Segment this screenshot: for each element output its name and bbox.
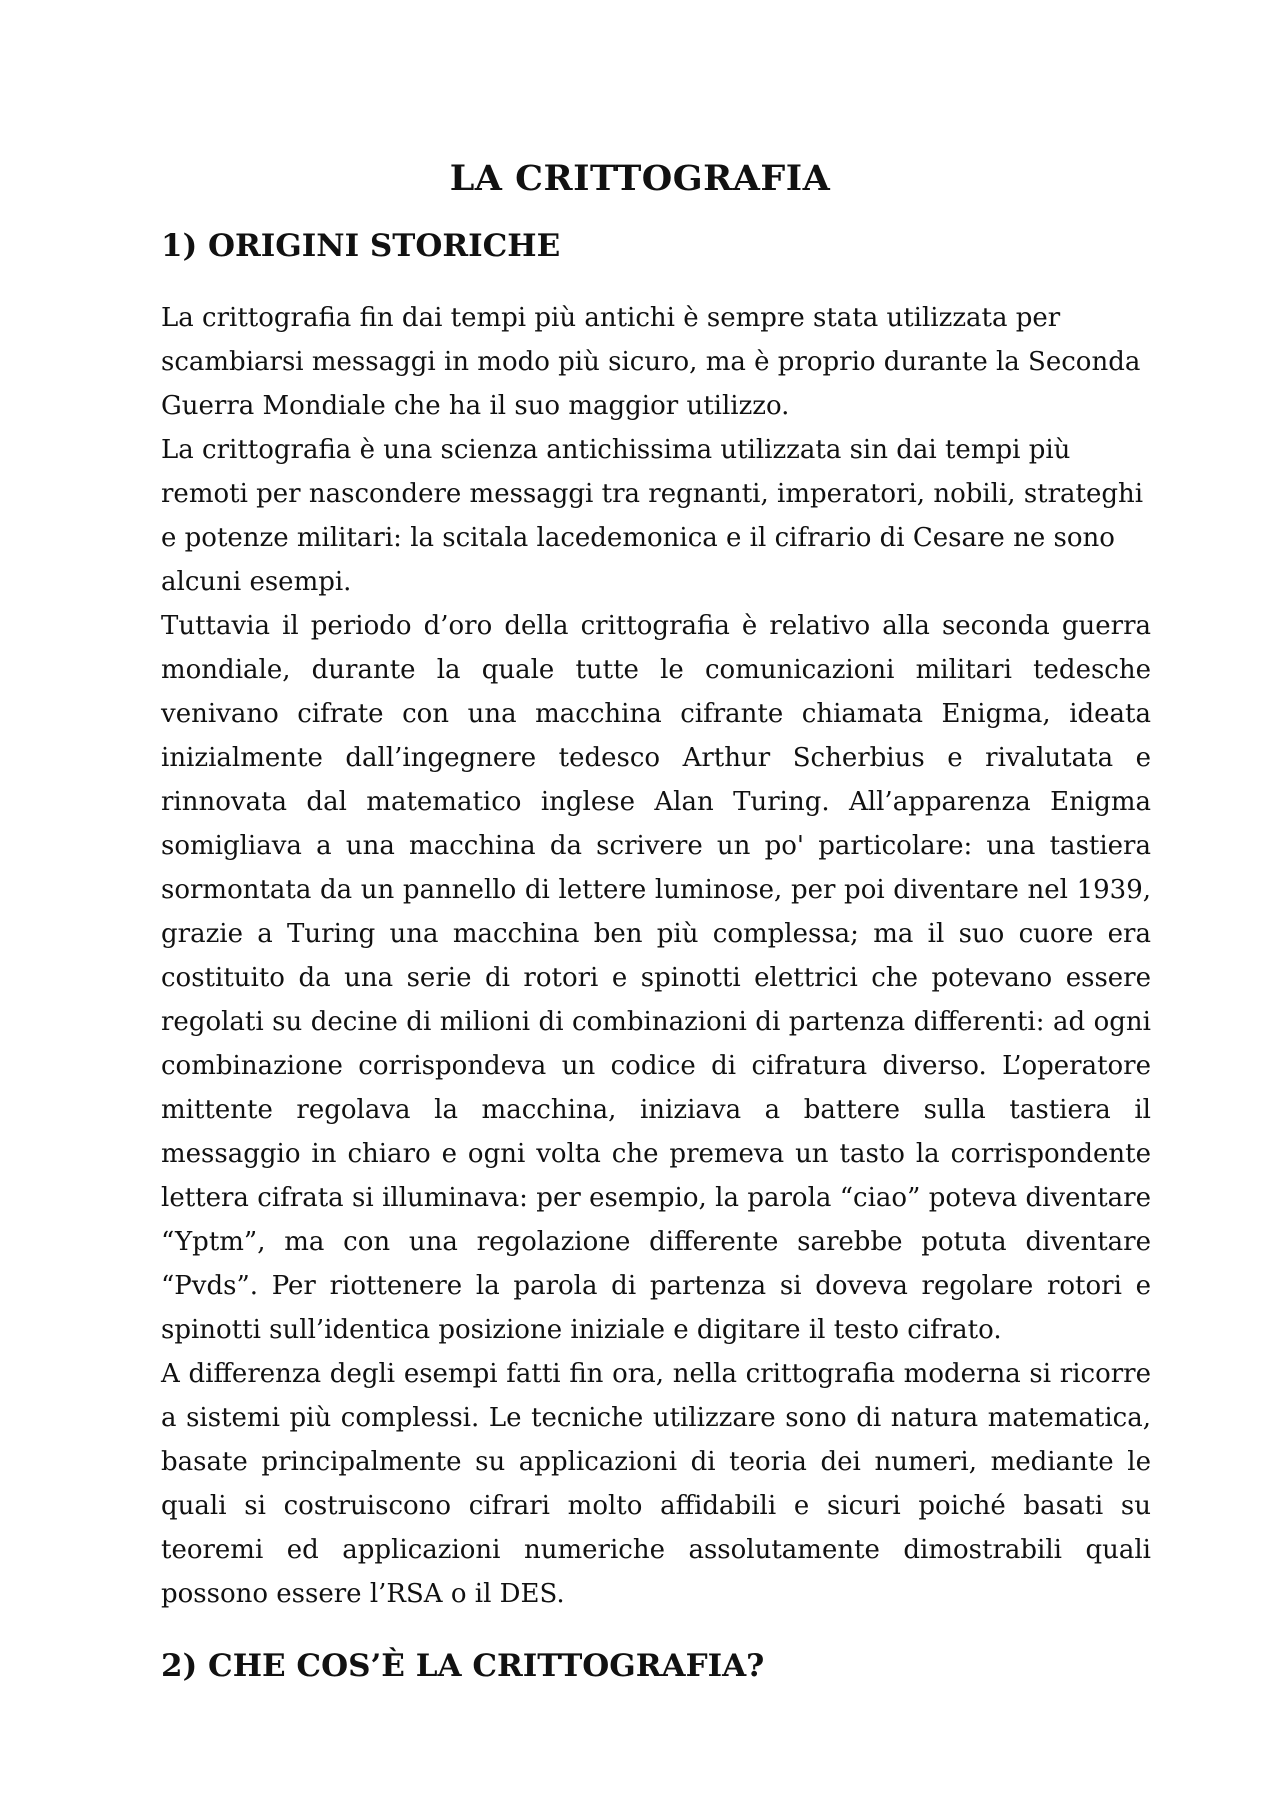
section-body-origini bbox=[161, 296, 1151, 1616]
paragraph-crittografia-moderna: A differenza degli esempi fatti fin ora, nella crittografia moderna si ricorre a sistemi più complessi. Le tecniche utilizzare sono di natura matematica, basate principalmente su applicazioni di teoria dei numeri, mediante le quali si costruiscono cifrari molto affidabili e sicuri poiché basati su teoremi ed applicazioni numeriche assolutamente dimostrabili quali possono essere l’RSA o il DES. bbox=[161, 1359, 1151, 1609]
paragraph-scienza-antica: La crittografia è una scienza antichissima utilizzata sin dai tempi più remoti per nascondere messaggi tra regnanti, imperatori, nobili, strateghi e potenze militari: la scitala lacedemonica e il cifrario di Cesare ne sono alcuni esempi. bbox=[161, 435, 1144, 597]
section-heading-che-cose: 2) CHE COS’È LA CRITTOGRAFIA? bbox=[161, 1648, 765, 1684]
document-title: LA CRITTOGRAFIA bbox=[449, 158, 831, 199]
section-heading-origini: 1) ORIGINI STORICHE bbox=[161, 228, 561, 264]
paragraph-intro: La crittografia fin dai tempi più antichi è sempre stata utilizzata per scambiarsi messaggi in modo più sicuro, ma è proprio durante la Seconda Guerra Mondiale che ha il suo maggior utilizzo. bbox=[161, 303, 1141, 421]
paragraph-enigma: Tuttavia il periodo d’oro della crittografia è relativo alla seconda guerra mondiale, durante la quale tutte le comunicazioni militari tedesche venivano cifrate con una macchina cifrante chiamata Enigma, ideata inizialmente dall’ingegnere tedesco Arthur Scherbius e rivalutata e rinnovata dal matematico inglese Alan Turing. All’apparenza Enigma somigliava a una macchina da scrivere un po' particolare: una tastiera sormontata da un pannello di lettere luminose, per poi diventare nel 1939, grazie a Turing una macchina ben più complessa; ma il suo cuore era costituito da una serie di rotori e spinotti elettrici che potevano essere regolati su decine di milioni di combinazioni di partenza differenti: ad ogni combinazione corrispondeva un codice di cifratura diverso. L’operatore mittente regolava la macchina, iniziava a battere sulla tastiera il messaggio in chiaro e ogni volta che premeva un tasto la corrispondente lettera cifrata si illuminava: per esempio, la parola “ciao” poteva diventare “Yptm”, ma con una regolazione differente sarebbe potuta diventare “Pvds”. Per riottenere la parola di partenza si doveva regolare rotori e spinotti sull’identica posizione iniziale e digitare il testo cifrato. bbox=[161, 611, 1151, 1345]
